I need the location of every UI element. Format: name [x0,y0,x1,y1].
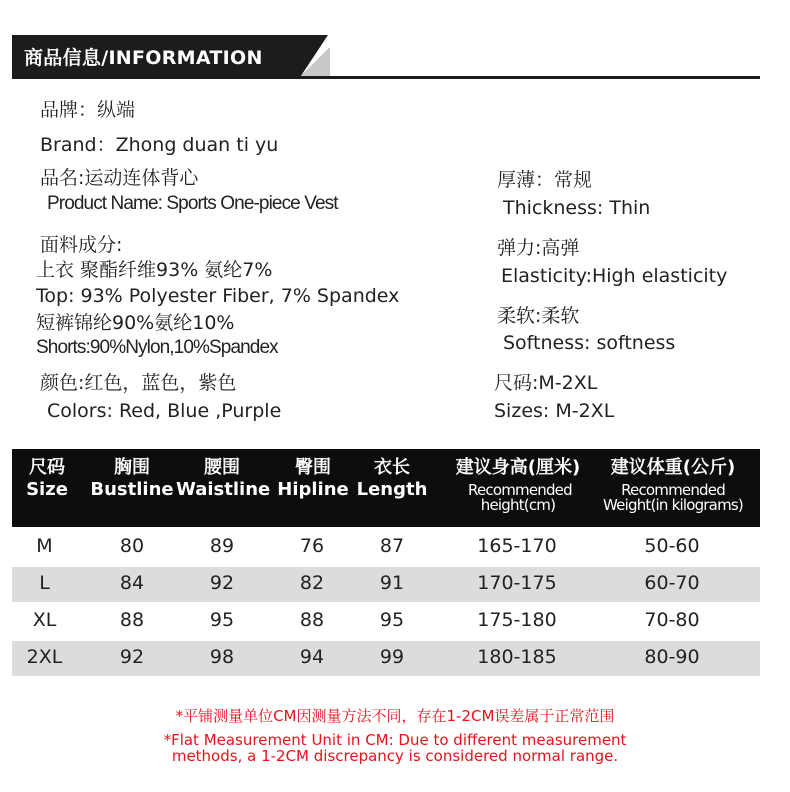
cell-length: 95 [379,609,405,631]
header-bustline-en: Bustline [90,479,174,500]
softness-en: Softness: softness [503,332,676,354]
header-length [354,457,430,501]
colors-en: Colors: Red, Blue ,Purple [47,400,282,422]
cell-size: L [39,572,50,594]
header-hipline-en: Hipline [277,479,349,500]
cell-height: 165-170 [477,535,557,557]
header-waistline-en: Waistline [176,479,271,500]
table-row [12,604,760,639]
header-hipline-cn: 臀围 [295,457,331,478]
cell-hipline: 82 [299,572,325,594]
cell-bustline: 80 [119,535,145,557]
cell-bustline: 88 [119,609,145,631]
header-bustline-cn: 胸围 [114,457,150,478]
note-cn: *平铺测量单位CM因测量方法不同，存在1-2CM误差属于正常范围 [175,707,615,725]
fabric-label: 面料成分: [40,234,123,256]
table-row [12,530,760,565]
header-weight [600,457,746,513]
cell-size: XL [32,609,57,631]
cell-height: 170-175 [477,572,557,594]
cell-weight: 80-90 [644,646,700,668]
header-length-en: Length [356,479,428,500]
cell-waistline: 89 [209,535,235,557]
cell-height: 175-180 [477,609,557,631]
thickness-en: Thickness: Thin [503,197,651,219]
size-table [12,449,760,676]
cell-waistline: 92 [209,572,235,594]
cell-size: M [36,535,53,557]
header-waistline-cn: 腰围 [204,457,240,478]
cell-length: 87 [379,535,405,557]
shorts-fabric-cn: 短裤锦纶90%氨纶10% [36,312,235,334]
sizes-cn: 尺码:M-2XL [494,372,598,394]
header-size-en: Size [26,479,68,500]
cell-waistline: 95 [209,609,235,631]
table-row [12,567,760,602]
shorts-fabric-en: Shorts:90%Nylon,10%Spandex [36,337,278,358]
header-stripe-decoration [300,48,330,78]
table-header [12,449,760,527]
header-weight-en: Recommended Weight(in kilograms) [603,481,743,514]
header-hipline [274,457,352,501]
brand-cn: 品牌：纵端 [40,99,136,121]
header-size-cn: 尺码 [29,457,65,478]
header-height-en: Recommended height(cm) [468,481,572,514]
note-en-line2: methods, a 1-2CM discrepancy is considered normal range. [171,747,619,765]
header-weight-cn: 建议体重(公斤) [610,457,736,478]
header-bustline [90,457,174,501]
cell-waistline: 98 [209,646,235,668]
elasticity-en: Elasticity:High elasticity [501,265,728,287]
header-height-cn: 建议身高(厘米) [455,457,581,478]
header-divider [12,76,760,79]
cell-size: 2XL [26,646,63,668]
elasticity-cn: 弹力:高弹 [497,237,580,259]
cell-weight: 60-70 [644,572,700,594]
top-fabric-en: Top: 93% Polyester Fiber, 7% Spandex [36,285,400,307]
cell-weight: 50-60 [644,535,700,557]
header-waistline [176,457,271,501]
cell-hipline: 88 [299,609,325,631]
note-en-line1: *Flat Measurement Unit in CM: Due to different measurement [163,731,627,749]
cell-weight: 70-80 [644,609,700,631]
colors-cn: 颜色:红色，蓝色，紫色 [40,372,237,394]
product-name-en: Product Name: Sports One-piece Vest [47,193,338,214]
table-row [12,641,760,676]
sizes-en: Sizes: M-2XL [494,400,615,422]
header-size [22,457,72,501]
cell-hipline: 76 [299,535,325,557]
cell-bustline: 92 [119,646,145,668]
cell-height: 180-185 [477,646,557,668]
thickness-cn: 厚薄：常规 [497,169,593,191]
header-height [444,457,592,513]
cell-length: 91 [379,572,405,594]
cell-bustline: 84 [119,572,145,594]
softness-cn: 柔软:柔软 [497,305,580,327]
cell-hipline: 94 [299,646,325,668]
header-length-cn: 衣长 [374,457,410,478]
top-fabric-cn: 上衣 聚酯纤维93% 氨纶7% [36,259,273,281]
cell-length: 99 [379,646,405,668]
product-name-cn: 品名:运动连体背心 [40,167,199,189]
brand-en: Brand：Zhong duan ti yu [40,134,279,156]
section-title: 商品信息/INFORMATION [24,47,263,69]
